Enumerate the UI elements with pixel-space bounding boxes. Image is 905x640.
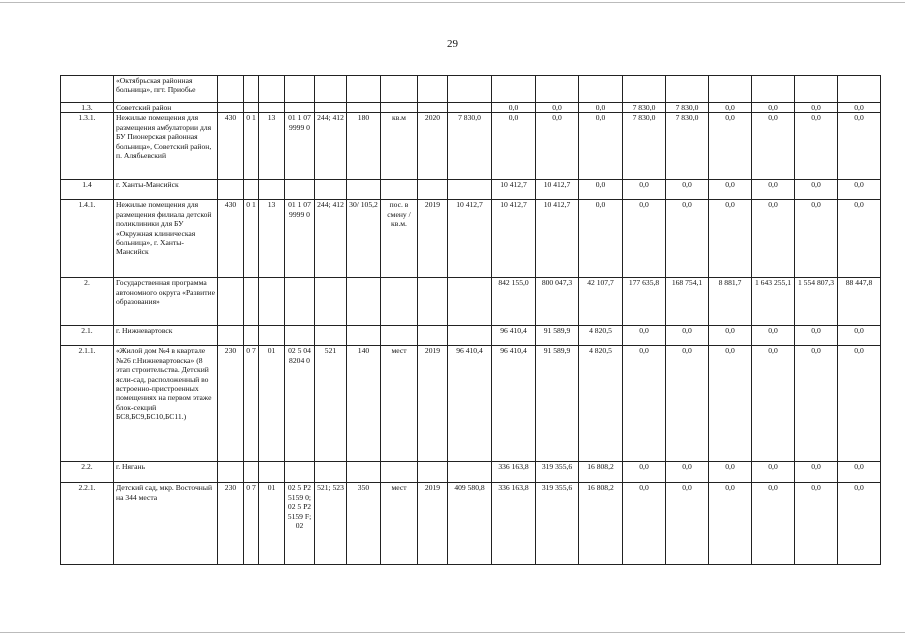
- value-cell: 0,0: [838, 103, 881, 113]
- unit-cell: мест: [381, 483, 418, 565]
- value-cell: 336 163,8: [492, 462, 536, 483]
- value-cell: 0,0: [623, 326, 666, 346]
- value-cell: 0,0: [795, 200, 838, 278]
- value-cell: 7 830,0: [666, 103, 709, 113]
- value-cell: 0,0: [623, 346, 666, 462]
- value-cell: 7 830,0: [623, 113, 666, 180]
- value-cell: 0,0: [752, 103, 795, 113]
- value-cell: 0,0: [752, 180, 795, 200]
- value-cell: 0,0: [666, 346, 709, 462]
- value-cell: 0,0: [795, 483, 838, 565]
- value-cell: 0,0: [709, 103, 752, 113]
- value-cell: 10 412,7: [536, 200, 579, 278]
- table-row: [61, 113, 881, 180]
- section-code-cell: 0 7: [244, 483, 259, 565]
- section-code-cell: 0 1: [244, 200, 259, 278]
- row-number-cell: 2.2.1.: [61, 483, 114, 565]
- value-cell: 0,0: [752, 326, 795, 346]
- object-name-cell: Детский сад, мкр. Восточный на 344 места: [114, 483, 218, 565]
- value-cell: 0,0: [492, 113, 536, 180]
- unit-cell: пос. в смену / кв.м.: [381, 200, 418, 278]
- value-cell: 0,0: [623, 200, 666, 278]
- row-number-cell: 1.3.: [61, 103, 114, 113]
- page-number: 29: [447, 38, 458, 50]
- value-cell: 7 830,0: [623, 103, 666, 113]
- target-article-cell: 01 1 07 9999 0: [285, 200, 315, 278]
- subsection-code-cell: 01: [259, 346, 285, 462]
- object-name-cell: Нежилые помещения для размещения филиала детской поликлиники для БУ «Окружная клиническая больница», г. Ханты-Мансийск: [114, 200, 218, 278]
- value-cell: 91 589,9: [536, 326, 579, 346]
- value-cell: 1 554 807,3: [795, 278, 838, 326]
- value-cell: 0,0: [623, 483, 666, 565]
- value-cell: 0,0: [709, 326, 752, 346]
- value-cell: 4 820,5: [579, 346, 623, 462]
- value-cell: 336 163,8: [492, 483, 536, 565]
- scan-top-edge: [0, 2, 905, 3]
- expense-type-cell: 244; 412: [315, 113, 347, 180]
- row-number-cell: 2.1.: [61, 326, 114, 346]
- object-name-cell: г. Ханты-Мансийск: [114, 180, 218, 200]
- value-cell: 0,0: [752, 483, 795, 565]
- object-name-cell: Нежилые помещения для размещения амбулатории для БУ Пионерская районная больница», Советский район, п. Алябьевский: [114, 113, 218, 180]
- value-cell: 0,0: [838, 113, 881, 180]
- value-cell: 0,0: [536, 103, 579, 113]
- value-cell: 319 355,6: [536, 483, 579, 565]
- object-name-cell: Государственная программа автономного округа «Развитие образования»: [114, 278, 218, 326]
- table-row: [61, 200, 881, 278]
- value-cell: 842 155,0: [492, 278, 536, 326]
- value-cell: 0,0: [579, 200, 623, 278]
- year-cell: 2019: [418, 200, 448, 278]
- table-row: [61, 346, 881, 462]
- ministry-code-cell: 230: [218, 346, 244, 462]
- value-cell: 4 820,5: [579, 326, 623, 346]
- value-cell: 0,0: [795, 113, 838, 180]
- value-cell: 0,0: [795, 180, 838, 200]
- estimated-cost-cell: 409 580,8: [448, 483, 492, 565]
- target-article-cell: 02 5 P2 5159 0; 02 5 P2 5159 F; 02: [285, 483, 315, 565]
- subsection-code-cell: 01: [259, 483, 285, 565]
- value-cell: 8 881,7: [709, 278, 752, 326]
- table-row: [61, 180, 881, 200]
- section-code-cell: 0 7: [244, 346, 259, 462]
- row-number-cell: 2.1.1.: [61, 346, 114, 462]
- value-cell: 0,0: [709, 180, 752, 200]
- value-cell: 0,0: [838, 483, 881, 565]
- section-code-cell: 0 1: [244, 113, 259, 180]
- value-cell: 96 410,4: [492, 346, 536, 462]
- value-cell: 0,0: [795, 326, 838, 346]
- value-cell: 10 412,7: [492, 180, 536, 200]
- value-cell: 10 412,7: [492, 200, 536, 278]
- value-cell: 16 808,2: [579, 483, 623, 565]
- value-cell: 0,0: [666, 180, 709, 200]
- ministry-code-cell: 230: [218, 483, 244, 565]
- value-cell: 0,0: [838, 346, 881, 462]
- table-row: [61, 76, 881, 103]
- value-cell: 0,0: [709, 346, 752, 462]
- table-row: [61, 462, 881, 483]
- target-article-cell: 02 5 04 8204 0: [285, 346, 315, 462]
- object-name-cell: г. Нижневартовск: [114, 326, 218, 346]
- value-cell: 0,0: [795, 462, 838, 483]
- expense-type-cell: 244; 412: [315, 200, 347, 278]
- table-row: [61, 326, 881, 346]
- table-row: [61, 278, 881, 326]
- value-cell: 0,0: [623, 462, 666, 483]
- value-cell: 0,0: [579, 113, 623, 180]
- value-cell: 0,0: [838, 462, 881, 483]
- value-cell: 0,0: [579, 180, 623, 200]
- year-cell: 2020: [418, 113, 448, 180]
- capacity-cell: 30/ 105,2: [347, 200, 381, 278]
- subsection-code-cell: 13: [259, 200, 285, 278]
- value-cell: 319 355,6: [536, 462, 579, 483]
- row-number-cell: 1.4.1.: [61, 200, 114, 278]
- unit-cell: кв.м: [381, 113, 418, 180]
- object-name-cell: г. Нягань: [114, 462, 218, 483]
- year-cell: 2019: [418, 346, 448, 462]
- estimated-cost-cell: 7 830,0: [448, 113, 492, 180]
- value-cell: 0,0: [709, 462, 752, 483]
- value-cell: 0,0: [795, 103, 838, 113]
- value-cell: 0,0: [492, 103, 536, 113]
- row-number-cell: 2.: [61, 278, 114, 326]
- value-cell: 177 635,8: [623, 278, 666, 326]
- value-cell: 88 447,8: [838, 278, 881, 326]
- ministry-code-cell: 430: [218, 113, 244, 180]
- value-cell: 91 589,9: [536, 346, 579, 462]
- value-cell: 800 047,3: [536, 278, 579, 326]
- value-cell: 42 107,7: [579, 278, 623, 326]
- value-cell: 10 412,7: [536, 180, 579, 200]
- value-cell: 0,0: [709, 200, 752, 278]
- expense-type-cell: 521: [315, 346, 347, 462]
- value-cell: 96 410,4: [492, 326, 536, 346]
- value-cell: 0,0: [579, 103, 623, 113]
- subsection-code-cell: 13: [259, 113, 285, 180]
- object-name-cell: Советский район: [114, 103, 218, 113]
- value-cell: 0,0: [536, 113, 579, 180]
- value-cell: 0,0: [752, 346, 795, 462]
- capacity-cell: 140: [347, 346, 381, 462]
- object-name-cell: «Октябрьская районная больница», пгт. Приобье: [114, 76, 218, 103]
- ministry-code-cell: 430: [218, 200, 244, 278]
- value-cell: 1 643 255,1: [752, 278, 795, 326]
- row-number-cell: 1.4: [61, 180, 114, 200]
- row-number-cell: 1.3.1.: [61, 113, 114, 180]
- object-name-cell: «Жилой дом №4 в квартале №26 г.Нижневартовска» (8 этап строительства. Детский ясли-сад, расположенный во встроенно-пристроенных помещениях на первом этаже блок-секций БС8,БС9,БС10,БС11.): [114, 346, 218, 462]
- table-row: [61, 103, 881, 113]
- row-number-cell: 2.2.: [61, 462, 114, 483]
- value-cell: 0,0: [838, 180, 881, 200]
- value-cell: 0,0: [752, 113, 795, 180]
- value-cell: 7 830,0: [666, 113, 709, 180]
- value-cell: 0,0: [623, 180, 666, 200]
- value-cell: 168 754,1: [666, 278, 709, 326]
- value-cell: 0,0: [838, 326, 881, 346]
- value-cell: 0,0: [752, 200, 795, 278]
- value-cell: 16 808,2: [579, 462, 623, 483]
- value-cell: 0,0: [666, 326, 709, 346]
- capacity-cell: 180: [347, 113, 381, 180]
- capacity-cell: 350: [347, 483, 381, 565]
- value-cell: 0,0: [795, 346, 838, 462]
- table-row: [61, 483, 881, 565]
- budget-table: [60, 75, 881, 565]
- unit-cell: мест: [381, 346, 418, 462]
- value-cell: 0,0: [666, 462, 709, 483]
- row-number-cell: [61, 76, 114, 103]
- scan-bottom-edge: [0, 632, 905, 633]
- target-article-cell: 01 1 07 9999 0: [285, 113, 315, 180]
- year-cell: 2019: [418, 483, 448, 565]
- value-cell: 0,0: [666, 200, 709, 278]
- estimated-cost-cell: 96 410,4: [448, 346, 492, 462]
- estimated-cost-cell: 10 412,7: [448, 200, 492, 278]
- value-cell: 0,0: [709, 113, 752, 180]
- value-cell: 0,0: [752, 462, 795, 483]
- value-cell: 0,0: [838, 200, 881, 278]
- value-cell: 0,0: [709, 483, 752, 565]
- expense-type-cell: 521; 523: [315, 483, 347, 565]
- value-cell: 0,0: [666, 483, 709, 565]
